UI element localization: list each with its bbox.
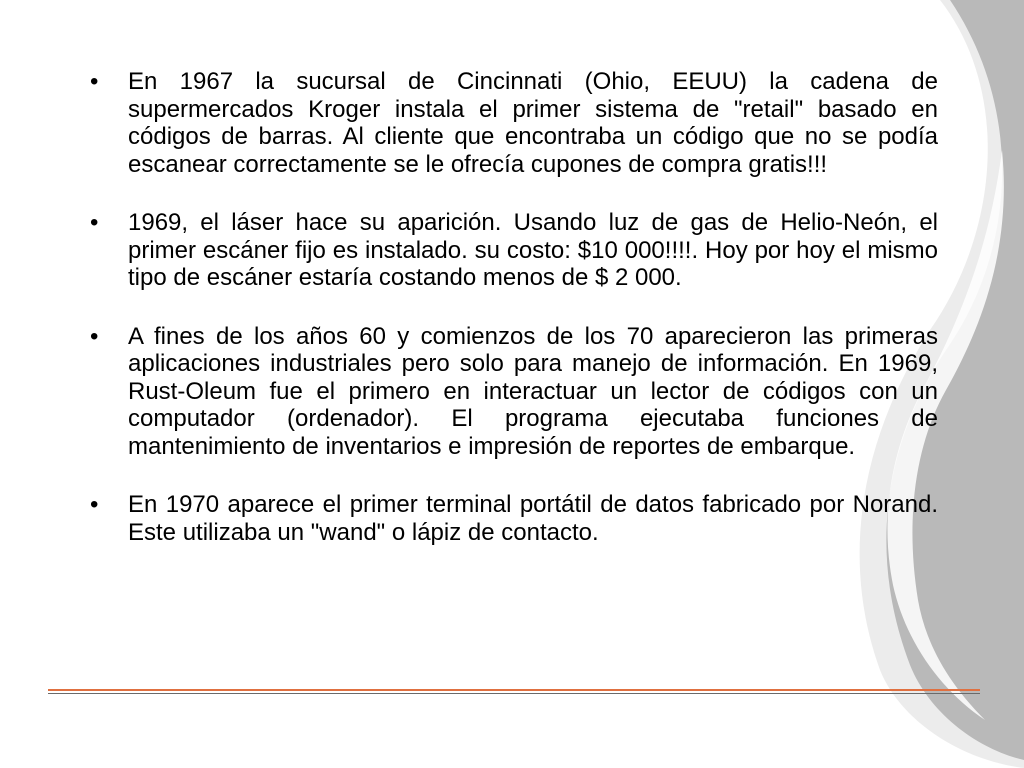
bullet-dot-icon: •: [90, 68, 99, 95]
footer-rule-orange: [48, 689, 980, 691]
footer-rule-grey: [48, 693, 980, 694]
bullet-text: A fines de los años 60 y comienzos de los 70 aparecieron las primeras aplicaciones industriales pero solo para manejo de información. En 1969, Rust-Oleum fue el primero en interactuar un lector de códigos con un computador (ordenador). El programa ejecutaba funciones de mantenimiento de inventarios e impresión de reportes de embarque.: [128, 322, 938, 460]
bullet-item-industrial-applications: [90, 323, 938, 461]
bullet-dot-icon: •: [90, 209, 99, 236]
bullet-text: En 1970 aparece el primer terminal portátil de datos fabricado por Norand. Este utilizaba un "wand" o lápiz de contacto.: [128, 491, 938, 546]
bullet-text: En 1967 la sucursal de Cincinnati (Ohio, EEUU) la cadena de supermercados Kroger instala el primer sistema de "retail" basado en códigos de barras. Al cliente que encontraba un código que no se podía escanear correctamente se le ofrecía cupones de compra gratis!!!: [128, 68, 938, 178]
bullet-item-kroger-1967: [90, 68, 938, 178]
slide-content: [90, 68, 938, 577]
bullet-list: [90, 68, 938, 546]
bullet-text: 1969, el láser hace su aparición. Usando luz de gas de Helio-Neón, el primer escáner fijo es instalado. su costo: $10 000!!!!. Hoy por hoy el mismo tipo de escáner estaría costando menos de $ 2 000.: [128, 209, 938, 291]
bullet-dot-icon: •: [90, 322, 99, 350]
bullet-dot-icon: •: [90, 491, 99, 518]
bullet-item-laser-1969: [90, 209, 938, 292]
bullet-item-norand-1970: [90, 491, 938, 546]
